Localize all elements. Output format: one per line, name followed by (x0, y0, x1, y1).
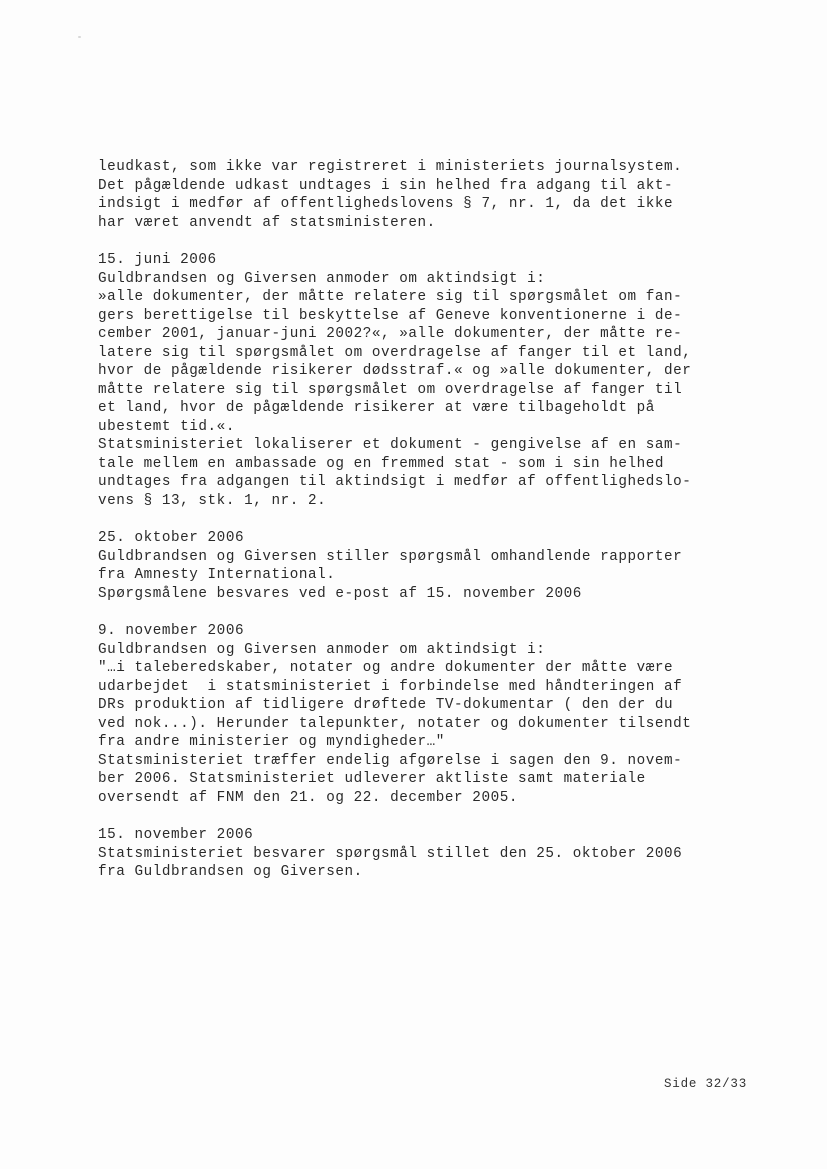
text-line: Guldbrandsen og Giversen anmoder om aktindsigt i: (98, 641, 546, 658)
text-line: »alle dokumenter, der måtte relatere sig til spørgsmålet om fan- (98, 289, 683, 305)
text-line: Guldbrandsen og Giversen anmoder om aktindsigt i: (98, 270, 546, 287)
text-line: latere sig til spørgsmålet om overdragelse af fanger til et land, (98, 344, 692, 361)
text-line: fra Amnesty International. (98, 567, 336, 583)
text-line: måtte relatere sig til spørgsmålet om overdragelse af fanger til (98, 381, 683, 398)
text-line: ber 2006. Statsministeriet udleverer aktliste samt materiale (98, 771, 646, 787)
entry-15-juni-2006 (98, 251, 758, 510)
text-line: fra Guldbrandsen og Giversen. (98, 864, 363, 880)
text-line: Statsministeriet besvarer spørgsmål stillet den 25. oktober 2006 (98, 845, 683, 862)
text-line: ved nok...). Herunder talepunkter, notater og dokumenter tilsendt (98, 715, 692, 732)
scan-speck (78, 36, 81, 38)
text-line: hvor de pågældende risikerer dødsstraf.« og »alle dokumenter, der (98, 363, 692, 379)
text-line: ubestemt tid.«. (98, 418, 235, 435)
text-line: Spørgsmålene besvares ved e-post af 15. november 2006 (98, 585, 582, 602)
text-line: cember 2001, januar-juni 2002?«, »alle dokumenter, der måtte re- (98, 326, 683, 342)
document-body (98, 158, 758, 901)
text-line: Statsministeriet træffer endelig afgørelse i sagen den 9. novem- (98, 752, 683, 769)
text-line: oversendt af FNM den 21. og 22. december 2005. (98, 789, 518, 806)
text-line: gers berettigelse til beskyttelse af Geneve konventionerne i de- (98, 307, 683, 324)
text-line: fra andre ministerier og myndigheder…" (98, 734, 445, 750)
text-line: leudkast, som ikke var registreret i ministeriets journalsystem. (98, 159, 683, 175)
text-line: har været anvendt af statsministeren. (98, 214, 436, 231)
text-line: Guldbrandsen og Giversen stiller spørgsmål omhandlende rapporter (98, 548, 683, 565)
text-line: DRs produktion af tidligere drøftede TV-dokumentar ( den der du (98, 697, 674, 713)
entry-15-november-2006 (98, 826, 758, 882)
text-line: indsigt i medfør af offentlighedslovens § 7, nr. 1, da det ikke (98, 196, 674, 212)
intro-paragraph (98, 158, 758, 232)
text-line: "…i taleberedskaber, notater og andre dokumenter der måtte være (98, 660, 674, 676)
text-line: udarbejdet i statsministeriet i forbindelse med håndteringen af (98, 678, 683, 695)
text-line: undtages fra adgangen til aktindsigt i medfør af offentlighedslo- (98, 474, 692, 490)
text-line: tale mellem en ambassade og en fremmed stat - som i sin helhed (98, 455, 665, 472)
entry-date: 9. november 2006 (98, 623, 245, 639)
entry-9-november-2006 (98, 622, 758, 807)
entry-date: 25. oktober 2006 (98, 530, 245, 546)
text-line: et land, hvor de pågældende risikerer at være tilbageholdt på (98, 400, 655, 416)
text-line: Det pågældende udkast undtages i sin helhed fra adgang til akt- (98, 177, 674, 194)
text-line: vens § 13, stk. 1, nr. 2. (98, 492, 327, 509)
text-line: Statsministeriet lokaliserer et dokument - gengivelse af en sam- (98, 437, 683, 453)
entry-date: 15. juni 2006 (98, 252, 217, 268)
entry-25-oktober-2006 (98, 529, 758, 603)
entry-date: 15. november 2006 (98, 827, 254, 843)
page-number: Side 32/33 (664, 1077, 748, 1091)
